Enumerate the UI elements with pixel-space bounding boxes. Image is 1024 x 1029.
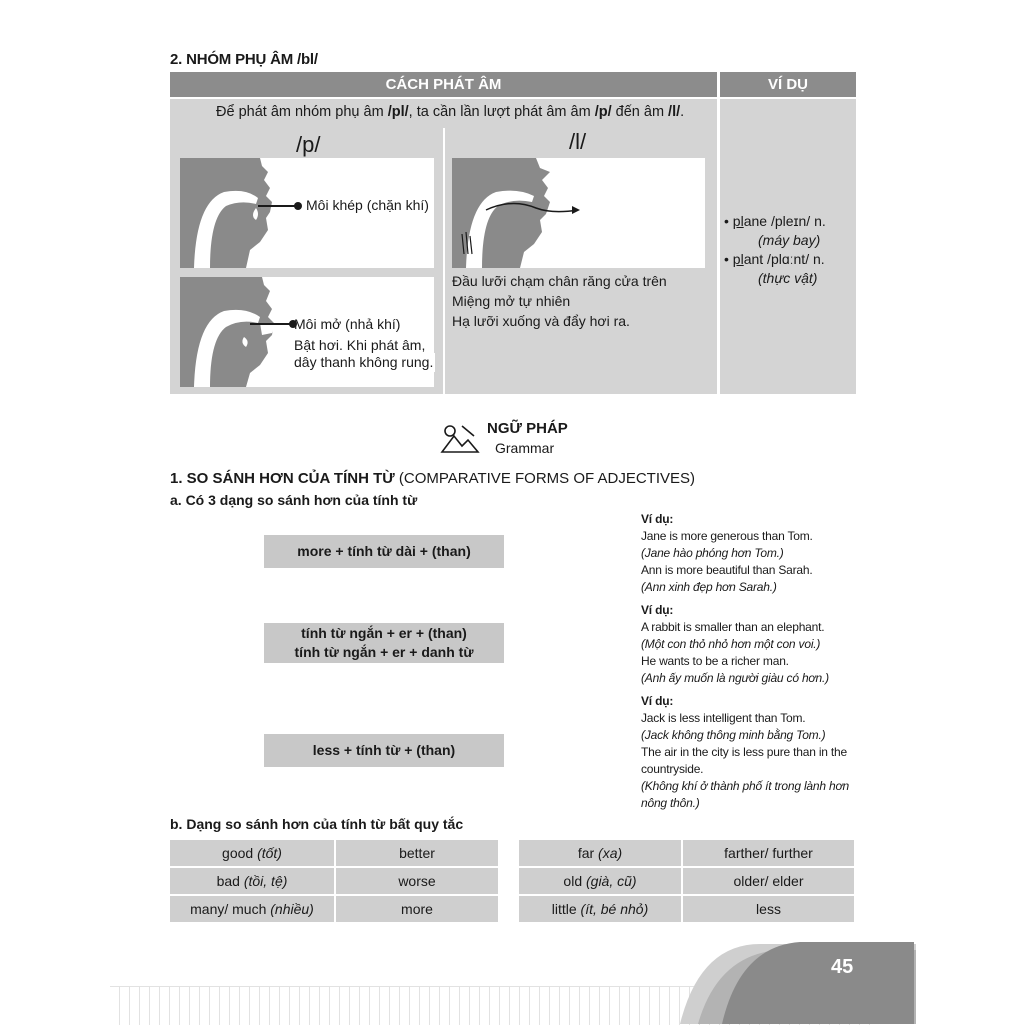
example-meaning: (máy bay) <box>758 232 821 248</box>
section1-title-rest: (COMPARATIVE FORMS OF ADJECTIVES) <box>394 470 696 487</box>
grammar-subtitle: Grammar <box>495 440 555 456</box>
example-block-3: Ví dụ: Jack is less intelligent than Tom. (Jack không thông minh bằng Tom.) The air in the city is less pure than in the countryside. (Không khí ở thành phố ít trong lành hơn nông thôn.) <box>641 694 849 810</box>
formula-long-adjective: more + tính từ dài + (than) <box>264 535 504 568</box>
page-number: 45 <box>831 956 854 978</box>
irregular-word-cell: little (ít, bé nhỏ) <box>519 896 681 922</box>
intro-text: đến âm <box>611 104 669 120</box>
irregular-row <box>170 868 498 894</box>
irregular-row <box>170 840 498 866</box>
irregular-row <box>519 840 854 866</box>
section1-title-bold: 1. SO SÁNH HƠN CỦA TÍNH TỪ <box>170 470 395 487</box>
intro-pl: /pl/ <box>387 104 409 120</box>
pointer-line <box>258 205 298 207</box>
formula-short-adjective: tính từ ngắn + er + (than) tính từ ngắn + er + danh từ <box>264 623 504 663</box>
pointer-dot <box>294 202 302 210</box>
formula-less: less + tính từ + (than) <box>264 734 504 767</box>
example-meaning: (thực vật) <box>758 270 818 286</box>
l-symbol: /l/ <box>569 129 587 154</box>
example-block-2: Ví dụ: A rabbit is smaller than an elephant. (Một con thỏ nhỏ hơn một con voi.) He wants to be a richer man. (Anh ấy muốn là người giàu có hơn.) <box>641 603 829 685</box>
p-open-desc-1: Bật hơi. Khi phát âm, <box>294 337 426 353</box>
irregular-comparative-cell: less <box>683 896 854 922</box>
irregular-word-cell: many/ much (nhiều) <box>170 896 334 922</box>
irregular-row <box>519 896 854 922</box>
l-desc-1: Đầu lưỡi chạm chân răng cửa trên <box>452 273 667 289</box>
l-diagram <box>452 158 705 268</box>
irregular-row <box>170 896 498 922</box>
page-tab-shape-icon <box>680 940 916 1024</box>
p-open-desc-2: dây thanh không rung. <box>294 354 434 370</box>
example-list <box>724 212 854 288</box>
grammar-title: NGỮ PHÁP <box>487 420 568 437</box>
irregular-word-cell: good (tốt) <box>170 840 334 866</box>
intro-sentence <box>216 103 684 122</box>
irregular-comparative-cell: better <box>336 840 498 866</box>
intro-text: , ta cần lần lượt phát âm âm <box>408 104 595 120</box>
table-header-method: CÁCH PHÁT ÂM <box>170 72 717 97</box>
intro-l: /l/ <box>668 104 681 120</box>
section1-title <box>170 470 695 487</box>
example-block-1: Ví dụ: Jane is more generous than Tom. (Jane hào phóng hơn Tom.) Ann is more beautiful than Sarah. (Ann xinh đẹp hơn Sarah.) <box>641 512 813 594</box>
p-open-note: Môi mở (nhả khí) <box>294 316 401 332</box>
irregular-comparative-cell: worse <box>336 868 498 894</box>
irregular-comparative-cell: farther/ further <box>683 840 854 866</box>
sub-a-title: a. Có 3 dạng so sánh hơn của tính từ <box>170 492 418 508</box>
intro-text: Để phát âm nhóm phụ âm <box>216 104 388 120</box>
intro-text: . <box>680 104 685 120</box>
sub-b-title: b. Dạng so sánh hơn của tính từ bất quy tắc <box>170 816 464 832</box>
pointer-line <box>250 323 294 325</box>
irregular-comparative-cell: more <box>336 896 498 922</box>
irregular-word-cell: old (già, cũ) <box>519 868 681 894</box>
l-desc-2: Miệng mở tự nhiên <box>452 293 571 309</box>
intro-p: /p/ <box>594 104 612 120</box>
table-header-example: VÍ DỤ <box>720 72 856 97</box>
p-closed-note: Môi khép (chặn khí) <box>306 197 429 213</box>
example-item: • plane /pleɪn/ n. <box>724 213 826 229</box>
irregular-word-cell: bad (tồi, tệ) <box>170 868 334 894</box>
mouth-profile-l-icon <box>452 158 705 268</box>
column-divider <box>443 128 445 394</box>
l-desc-3: Hạ lưỡi xuống và đẩy hơi ra. <box>452 313 630 329</box>
mountain-pencil-icon <box>440 422 480 456</box>
page-tab <box>680 940 916 1024</box>
section-title: 2. NHÓM PHỤ ÂM /bl/ <box>170 51 318 68</box>
p-symbol: /p/ <box>296 132 321 157</box>
irregular-word-cell: far (xa) <box>519 840 681 866</box>
irregular-comparative-cell: older/ elder <box>683 868 854 894</box>
irregular-row <box>519 868 854 894</box>
example-item: • plant /plɑːnt/ n. <box>724 251 825 267</box>
